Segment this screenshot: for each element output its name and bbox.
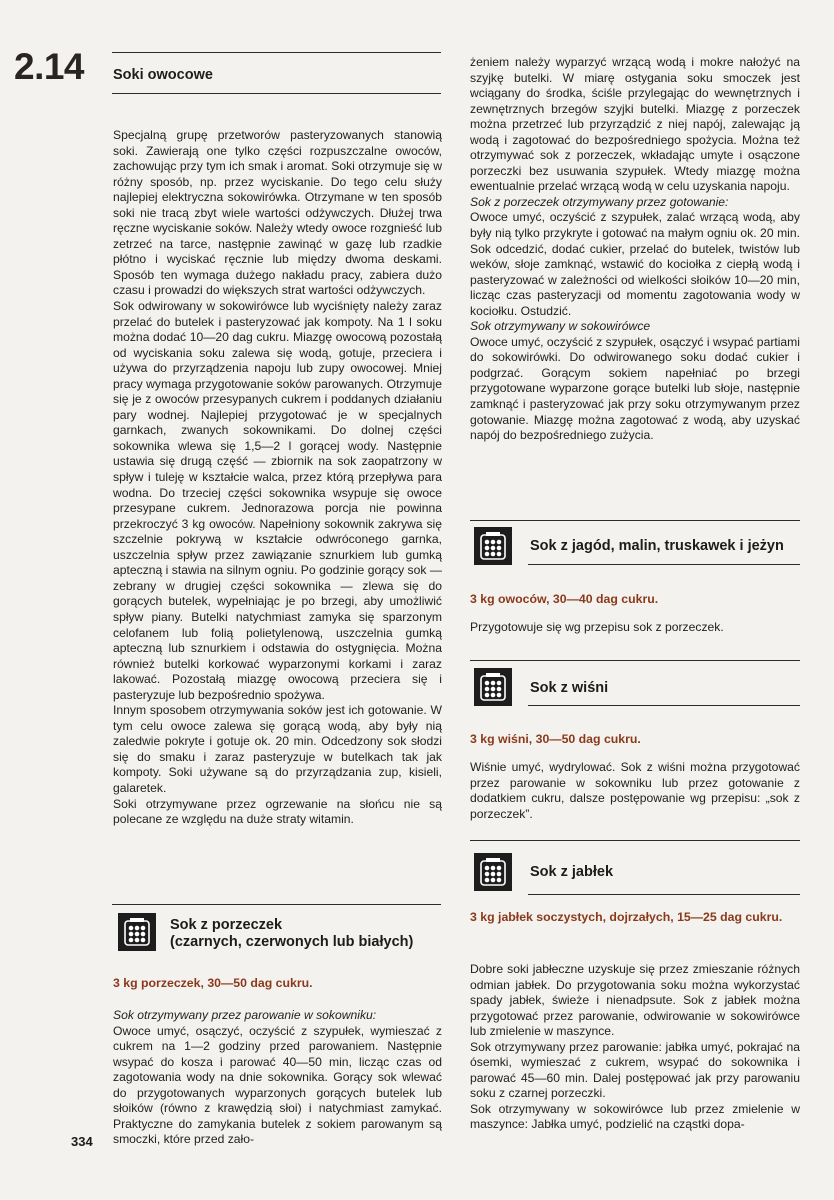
recipe-ingredients: 3 kg jabłek soczystych, dojrzałych, 15—25 dag cukru. [470, 910, 783, 924]
intro-paragraph: Specjalną grupę przetworów pasteryzowanych stanowią soki. Zawierają one tylko części rozpuszczalne owoców, zachowując przy tym ich smak i aromat. Soki otrzymuje się w różny sposób, np. przez wyciskanie. Do tego celu służy najlepiej elektryczna sokowirówka. Otrzymane w ten sposób soki nie tracą zbyt wiele wartości odżywczych. Dłużej trwa ręczne wyciskanie soków. Należy wtedy owoce rozgnieść lub zetrzeć na tarce, następnie zawinąć w gazę lub rzadkie płótno i wyciskać ręcznie lub między dwoma deskami. Sposób ten wymaga dużego nakładu pracy, zabiera dużo czasu i prowadzi do większych strat wartości odżywczych. [113, 128, 442, 298]
recipe-ingredients: 3 kg wiśni, 30—50 dag cukru. [470, 732, 641, 746]
jar-icon [474, 853, 512, 891]
method-heading: Sok z porzeczek otrzymywany przez gotowanie: [470, 194, 729, 209]
jar-icon [474, 668, 512, 706]
title-rule-bottom [112, 93, 441, 94]
jar-icon [118, 913, 156, 951]
recipe-rule [528, 894, 800, 895]
recipe-rule [470, 520, 800, 521]
recipe-paragraph: Sok otrzymywany w sokowirówce lub przez zmielenie w maszynce: Jabłka umyć, podzielić na cząstki dopa- [470, 1101, 800, 1132]
recipe-paragraph: Sok otrzymywany przez parowanie: jabłka umyć, pokrajać na ósemki, wymieszać z cukrem, wsypać do sokownika i parować 45—60 min. Dalej postępować jak przy parowaniu soku z czarnej porzeczki. [470, 1039, 800, 1101]
intro-paragraph: Sok odwirowany w sokowirówce lub wyciśnięty należy zaraz przelać do butelek i pasteryzować jak kompoty. Na 1 l soku można dodać 10—20 dag cukru. Miazgę owocową pozostałą od wyciskania soku zalewa się wodą, gotuje, przeciera i używa do przyrządzenia napoju lub zupy owocowej. Mniej pracy wymaga przygotowanie soków parowanych. Otrzymuje się je z owoców przesypanych cukrem i poddanych działaniu pary wodnej. Najlepiej przygotować je w specjalnych garnkach, zwanych sokownikami. Do dolnej części sokownika wlewa się 1,5—2 l gorącej wody. Następnie ustawia się drugą część — zbiornik na sok zaopatrzony w spływ i tuleję w kształcie walca, przez którą przepływa para wodna. Do trzeciej części sokownika wsypuje się owoce przesypane cukrem. Jednorazowa porcja nie powinna przekroczyć 3 kg owoców. Napełniony sokownik zakrywa się szczelnie pokrywą w kształcie odwróconego garnka, uszczelnia spływ przez zawiązanie sznurkiem lub gumką apteczną i stawia na silnym ogniu. Po godzinie gorący sok — zebrany w drugiej części sokownika — zlewa się do gorących butelek, wypełniając je po brzegi, aby umożliwić spływ piany. Butelki natychmiast zamyka się sparzonym celofanem lub folią polietylenową, uszczelnia gumką apteczną lub sznurkiem i odstawia do ostygnięcia. Można również butelki korkować wyparzonymi korkami i zaraz lakować. Pozostałą miazgę owocową przeciera się i pasteryzuje lub bezpośrednio spożywa. [113, 299, 442, 702]
intro-text [113, 128, 442, 828]
recipe-rule [470, 660, 800, 661]
recipe-rule [528, 564, 800, 565]
section-title: Soki owocowe [113, 67, 213, 83]
continuation-text: żeniem należy wyparzyć wrzącą wodą i mokre nałożyć na szyjkę butelki. W miarę ostygania soku smoczek jest wciągany do środka, ściśle przylegając do wewnętrznych i zewnętrznych brzegów szyjki butelki. Miazgę z porzeczek można przetrzeć lub przyrządzić z niej napój, zalewając ją wodą i zagotować do bezpośredniego spożycia. Można też otrzymywać sok z porzeczek, wkładając umyte i osączone porzeczki bez usuwania szypułek. Wtedy miazgę można ewentualnie przelać wrzącą wodą w celu uzyskania napoju. [470, 55, 800, 194]
recipe-paragraph: Dobre soki jabłeczne uzyskuje się przez zmieszanie różnych odmian jabłek. Do przygotowania soku można wykorzystać spady jabłek, świeże i nienadpsute. Sok z jabłek można przygotować przez parowanie, odwirowanie w sokowirówce lub zmielenie w maszynce. [470, 962, 800, 1039]
recipe-text [470, 962, 800, 1133]
section-number: 2.14 [14, 46, 85, 87]
title-rule-top [112, 52, 441, 53]
page-number: 334 [71, 1134, 93, 1149]
intro-paragraph: Soki otrzymywane przez ogrzewanie na słońcu nie są polecane ze względu na duże straty witamin. [113, 796, 442, 827]
recipe-rule [528, 705, 800, 706]
recipe-ingredients: 3 kg porzeczek, 30—50 dag cukru. [113, 976, 313, 990]
recipe-title: Sok z wiśni [530, 680, 609, 696]
method-text: Owoce umyć, oczyścić z szypułek, zalać wrzącą wodą, aby były nią tylko przykryte i gotować na małym ogniu ok. 20 min. Sok odcedzić, dodać cukier, przelać do butelek, twistów lub weków, słoje zamknąć, wstawić do kociołka z ciepłą wodą i pasteryzować w zależności od wielkości słoików 10—20 min, licząc czas pasteryzacji od momentu zagotowania wody w kociołku. Ostudzić. [470, 210, 800, 318]
recipe-ingredients: 3 kg owoców, 30—40 dag cukru. [470, 592, 659, 606]
recipe-method [113, 1008, 442, 1148]
recipe-title [170, 917, 450, 951]
recipe-rule [470, 840, 800, 841]
jar-icon [474, 527, 512, 565]
right-column-text [470, 55, 800, 444]
method-text: Owoce umyć, osączyć, oczyścić z szypułek, wymieszać z cukrem na 1—2 godziny przed parowaniem. Następnie wsypać do kosza i parować 40—50 min, licząc czas od zagotowania wody na dnie sokownika. Gorący sok wlewać do przygotowanych wyparzonych gorących butelek lub słoików (równo z krawędzią słoi) i natychmiast zamykać. Praktyczne do zamykania butelek z sokiem parowanym są smoczki, które przed zało- [113, 1023, 442, 1147]
recipe-title: Sok z jabłek [530, 864, 614, 880]
recipe-text: Wiśnie umyć, wydrylować. Sok z wiśni można przygotować przez parowanie w sokowniku lub przez gotowanie z dodatkiem cukru, dalsze postępowanie wg przepisu: „sok z porzeczek”. [470, 760, 800, 821]
method-text: Owoce umyć, oczyścić z szypułek, osączyć i wsypać partiami do sokowirówki. Do odwirowanego soku dodać cukier i podgrzać. Gorącym sokiem napełniać po brzegi przygotowane wyparzone gorące butelki lub słoje, następnie zamknąć i pasteryzować jak przy soku otrzymywanym przez gotowanie. Miazgę można zagotować z wodą, aby uzyskać napój do bezpośredniego zużycia. [470, 334, 800, 443]
recipe-title-line: (czarnych, czerwonych lub białych) [170, 934, 414, 950]
recipe-title: Sok z jagód, malin, truskawek i jeżyn [530, 538, 784, 554]
recipe-title-line: Sok z porzeczek [170, 917, 283, 933]
method-heading: Sok otrzymywany w sokowirówce [470, 319, 651, 334]
method-heading: Sok otrzymywany przez parowanie w sokowniku: [113, 1008, 377, 1022]
recipe-rule [112, 904, 441, 905]
intro-paragraph: Innym sposobem otrzymywania soków jest ich gotowanie. W tym celu owoce zalewa się gorącą wodą, aby były nią zaledwie pokryte i gotuje ok. 20 min. Odcedzony sok słodzi się do smaku i zaraz pasteryzuje w butelkach tak jak kompoty. Soki używane są do przyrządzania zup, kisieli, galaretek. [113, 703, 442, 795]
recipe-text: Przygotowuje się wg przepisu sok z porzeczek. [470, 620, 724, 634]
